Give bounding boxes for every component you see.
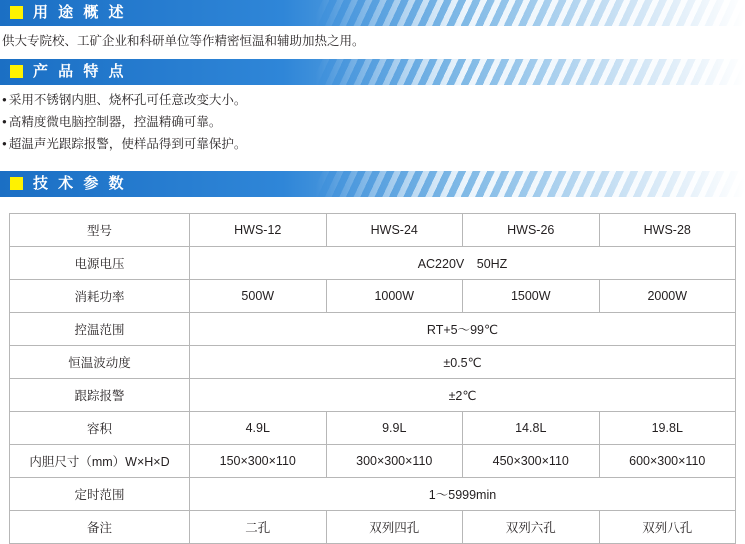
- row-label: 消耗功率: [10, 280, 190, 313]
- table-row: [10, 412, 736, 445]
- cell: ±0.5℃: [190, 346, 736, 379]
- section-banner-features: [0, 59, 745, 85]
- cell: ±2℃: [190, 379, 736, 412]
- spec-table: [9, 213, 736, 544]
- cell: HWS-28: [599, 214, 736, 247]
- table-row: [10, 280, 736, 313]
- cell: 1500W: [463, 280, 600, 313]
- table-row: [10, 478, 736, 511]
- cell: HWS-24: [326, 214, 463, 247]
- list-item: ● 采用不锈钢内胆、烧杯孔可任意改变大小。: [2, 89, 745, 111]
- section-title-features: 产 品 特 点: [33, 63, 127, 80]
- row-label: 电源电压: [10, 247, 190, 280]
- row-label: 恒温波动度: [10, 346, 190, 379]
- cell: 150×300×110: [190, 445, 327, 478]
- cell: 450×300×110: [463, 445, 600, 478]
- cell: 双列四孔: [326, 511, 463, 544]
- list-item: ● 高精度微电脑控制器，控温精确可靠。: [2, 111, 745, 133]
- cell: 双列六孔: [463, 511, 600, 544]
- cell: 1000W: [326, 280, 463, 313]
- cell: AC220V 50HZ: [190, 247, 736, 280]
- table-row: [10, 445, 736, 478]
- cell: 14.8L: [463, 412, 600, 445]
- table-row: [10, 247, 736, 280]
- usage-paragraph: 供大专院校、工矿企业和科研单位等作精密恒温和辅助加热之用。: [2, 34, 365, 48]
- cell: 4.9L: [190, 412, 327, 445]
- yellow-square-icon: [10, 6, 23, 19]
- cell: 19.8L: [599, 412, 736, 445]
- cell: HWS-26: [463, 214, 600, 247]
- row-label: 备注: [10, 511, 190, 544]
- section-title-usage: 用 途 概 述: [33, 4, 127, 21]
- cell: 300×300×110: [326, 445, 463, 478]
- spacer: [0, 51, 745, 59]
- cell: 二孔: [190, 511, 327, 544]
- cell: 双列八孔: [599, 511, 736, 544]
- cell: 1～5999min: [190, 478, 736, 511]
- row-label: 容积: [10, 412, 190, 445]
- diagonal-stripes-decoration: [315, 59, 745, 85]
- diagonal-stripes-decoration: [315, 171, 745, 197]
- table-row: [10, 313, 736, 346]
- row-label: 内胆尺寸（mm）W×H×D: [10, 445, 190, 478]
- table-row: [10, 379, 736, 412]
- features-list: [0, 85, 745, 155]
- cell: HWS-12: [190, 214, 327, 247]
- spacer: [0, 155, 745, 171]
- section-banner-specs: [0, 171, 745, 197]
- table-row: [10, 346, 736, 379]
- row-label: 控温范围: [10, 313, 190, 346]
- row-label: 定时范围: [10, 478, 190, 511]
- cell: 600×300×110: [599, 445, 736, 478]
- cell: 500W: [190, 280, 327, 313]
- diagonal-stripes-decoration: [315, 0, 745, 26]
- yellow-square-icon: [10, 65, 23, 78]
- spec-table-container: [0, 213, 745, 544]
- row-label: 型号: [10, 214, 190, 247]
- section-banner-usage: [0, 0, 745, 26]
- cell: 2000W: [599, 280, 736, 313]
- table-row: [10, 511, 736, 544]
- spacer: [0, 197, 745, 213]
- yellow-square-icon: [10, 177, 23, 190]
- cell: 9.9L: [326, 412, 463, 445]
- cell: RT+5～99℃: [190, 313, 736, 346]
- section-title-specs: 技 术 参 数: [33, 175, 127, 192]
- list-item: ● 超温声光跟踪报警，使样品得到可靠保护。: [2, 133, 745, 155]
- table-row: [10, 214, 736, 247]
- row-label: 跟踪报警: [10, 379, 190, 412]
